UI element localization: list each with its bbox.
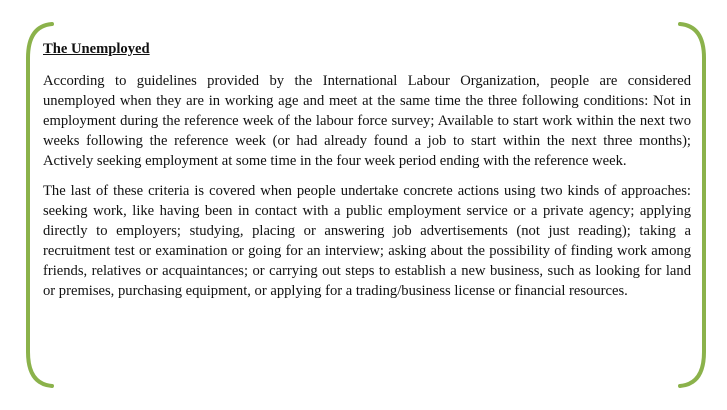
document-title: The Unemployed (43, 41, 150, 57)
paragraph-criteria: The last of these criteria is covered when people undertake concrete actions using two kinds of approaches: seeking work, like having been in contact with a public employment service or a private agency; applying directly to employers; studying, placing or answering job advertisements (not just reading); taking a recruitment test or examination or going for an interview; asking about the possibility of finding work among friends, relatives or acquaintances; or carrying out steps to establish a new business, such as looking for land or premises, purchasing equipment, or applying for a trading/business license or financial resources. (43, 183, 691, 299)
paragraph-definition: According to guidelines provided by the International Labour Organization, people are considered unemployed when they are in working age and meet at the same time the three following conditions: Not in employment during the reference week of the labour force survey; Available to start work within the next two weeks following the reference week (or had already found a job to start within the next three months); Actively seeking employment at some time in the four week period ending with the reference week. (43, 73, 691, 169)
document-body (43, 39, 691, 311)
